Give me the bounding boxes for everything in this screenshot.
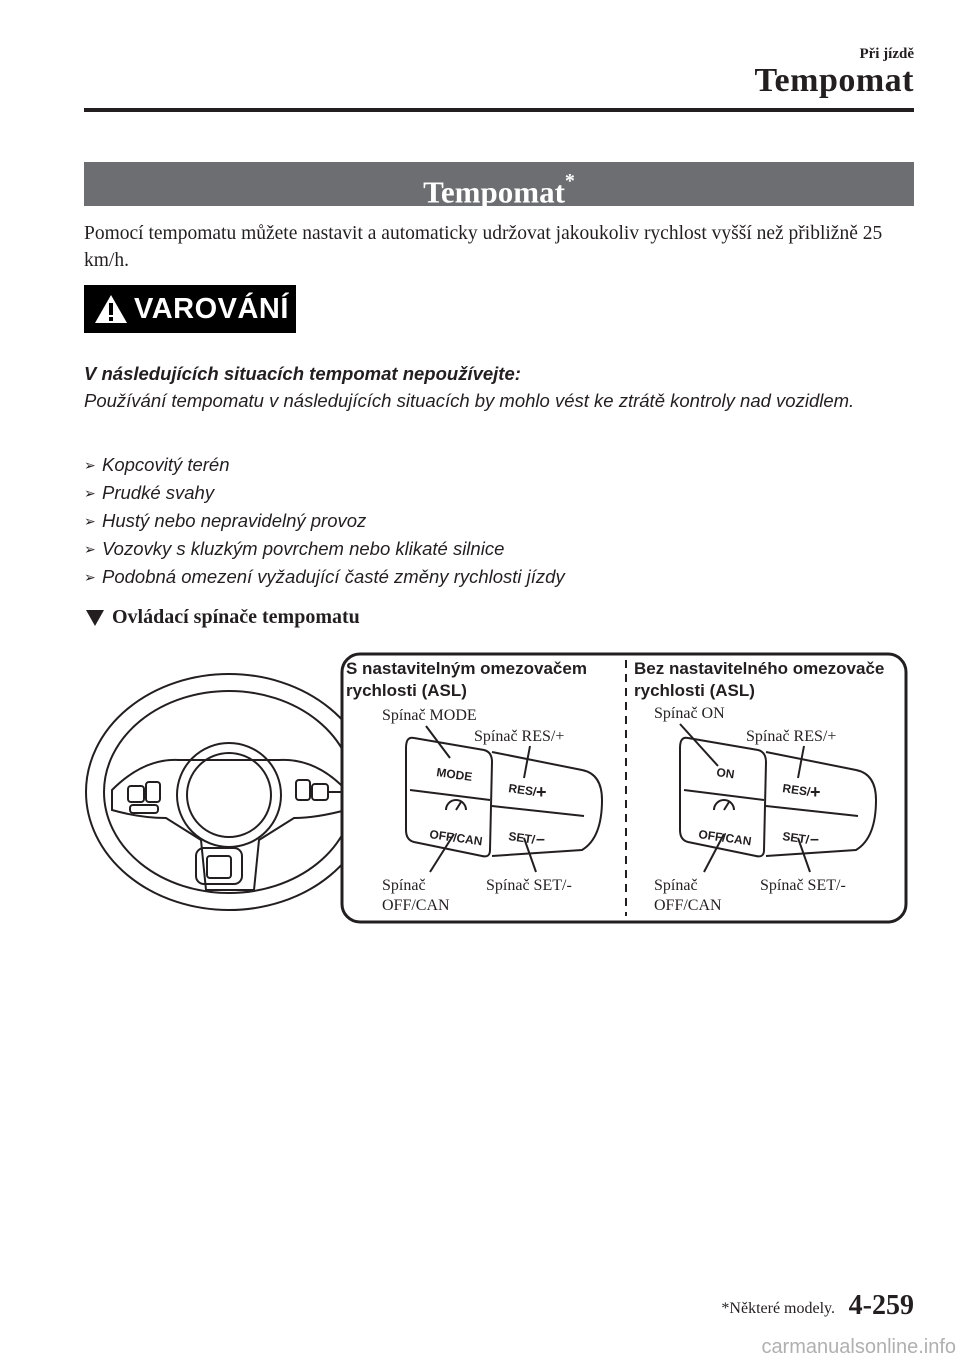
warning-banner (84, 285, 296, 333)
off-can-switch-label-2: OFF/CAN (382, 897, 450, 914)
on-button: ON (715, 765, 736, 782)
chapter-name: Při jízdě (859, 46, 914, 62)
list-item: ➢ Podobná omezení vyžadující časté změny rychlosti jízdy (84, 563, 565, 591)
warning-heading: V následujících situacích tempomat nepoužívejte: (84, 363, 521, 384)
list-item: ➢ Prudké svahy (84, 479, 565, 507)
plus-symbol: + (536, 782, 547, 802)
list-item: ➢ Kopcovitý terén (84, 451, 565, 479)
off-can-button: OFF/CAN (428, 827, 484, 849)
intro-paragraph: Pomocí tempomatu můžete nastavit a automaticky udržovat jakoukoliv rychlost vyšší než přibližně 25 km/h. (84, 223, 883, 271)
warning-body: Používání tempomatu v následujících situacích by mohlo vést ke ztrátě kontroly nad vozidlem. (84, 390, 855, 411)
set-button: SET/ (781, 829, 810, 847)
list-item: ➢ Hustý nebo nepravidelný provoz (84, 507, 565, 535)
cruise-control-diagram (84, 650, 914, 930)
header-rule (84, 108, 914, 112)
section-title: Tempomat (423, 174, 565, 210)
res-switch-label: Spínač RES/+ (474, 728, 565, 745)
on-switch-label: Spínač ON (654, 705, 725, 722)
arrow-bullet-icon: ➢ (84, 457, 96, 473)
left-panel-title-1: S nastavitelným omezovačem (346, 659, 587, 678)
section-asterisk: * (564, 170, 575, 192)
watermark: carmanualsonline.info (761, 1336, 956, 1358)
res-button: RES/ (781, 781, 812, 799)
triangle-marker-icon (86, 610, 104, 626)
mode-button: MODE (435, 765, 474, 784)
section-title-bar (84, 162, 914, 210)
res-button: RES/ (507, 781, 538, 799)
warning-bullet-list (84, 451, 565, 591)
arrow-bullet-icon: ➢ (84, 569, 96, 585)
right-panel-title-2: rychlosti (ASL) (634, 681, 755, 700)
minus-symbol: – (536, 831, 545, 848)
list-item: ➢ Vozovky s kluzkým povrchem nebo klikaté silnice (84, 535, 565, 563)
mode-switch-label: Spínač MODE (382, 707, 477, 724)
set-switch-label: Spínač SET/- (486, 877, 572, 894)
subsection-heading: Ovládací spínače tempomatu (86, 606, 360, 629)
warning-label: VAROVÁNÍ (134, 293, 289, 325)
off-can-switch-label-2: OFF/CAN (654, 897, 722, 914)
off-can-switch-label-1: Spínač (654, 877, 698, 894)
footnote: *Některé modely. (721, 1300, 835, 1317)
chapter-title: Tempomat (754, 62, 914, 99)
arrow-bullet-icon: ➢ (84, 485, 96, 501)
set-button: SET/ (507, 829, 536, 847)
left-panel-title-2: rychlosti (ASL) (346, 681, 467, 700)
warning-triangle-icon (94, 294, 128, 324)
arrow-bullet-icon: ➢ (84, 513, 96, 529)
res-switch-label: Spínač RES/+ (746, 728, 837, 745)
page-number: 4-259 (848, 1290, 914, 1321)
off-can-button: OFF/CAN (697, 827, 753, 849)
right-panel-title-1: Bez nastavitelného omezovače (634, 659, 885, 678)
minus-symbol: – (810, 831, 819, 848)
arrow-bullet-icon: ➢ (84, 541, 96, 557)
off-can-switch-label-1: Spínač (382, 877, 426, 894)
set-switch-label: Spínač SET/- (760, 877, 846, 894)
plus-symbol: + (810, 782, 821, 802)
